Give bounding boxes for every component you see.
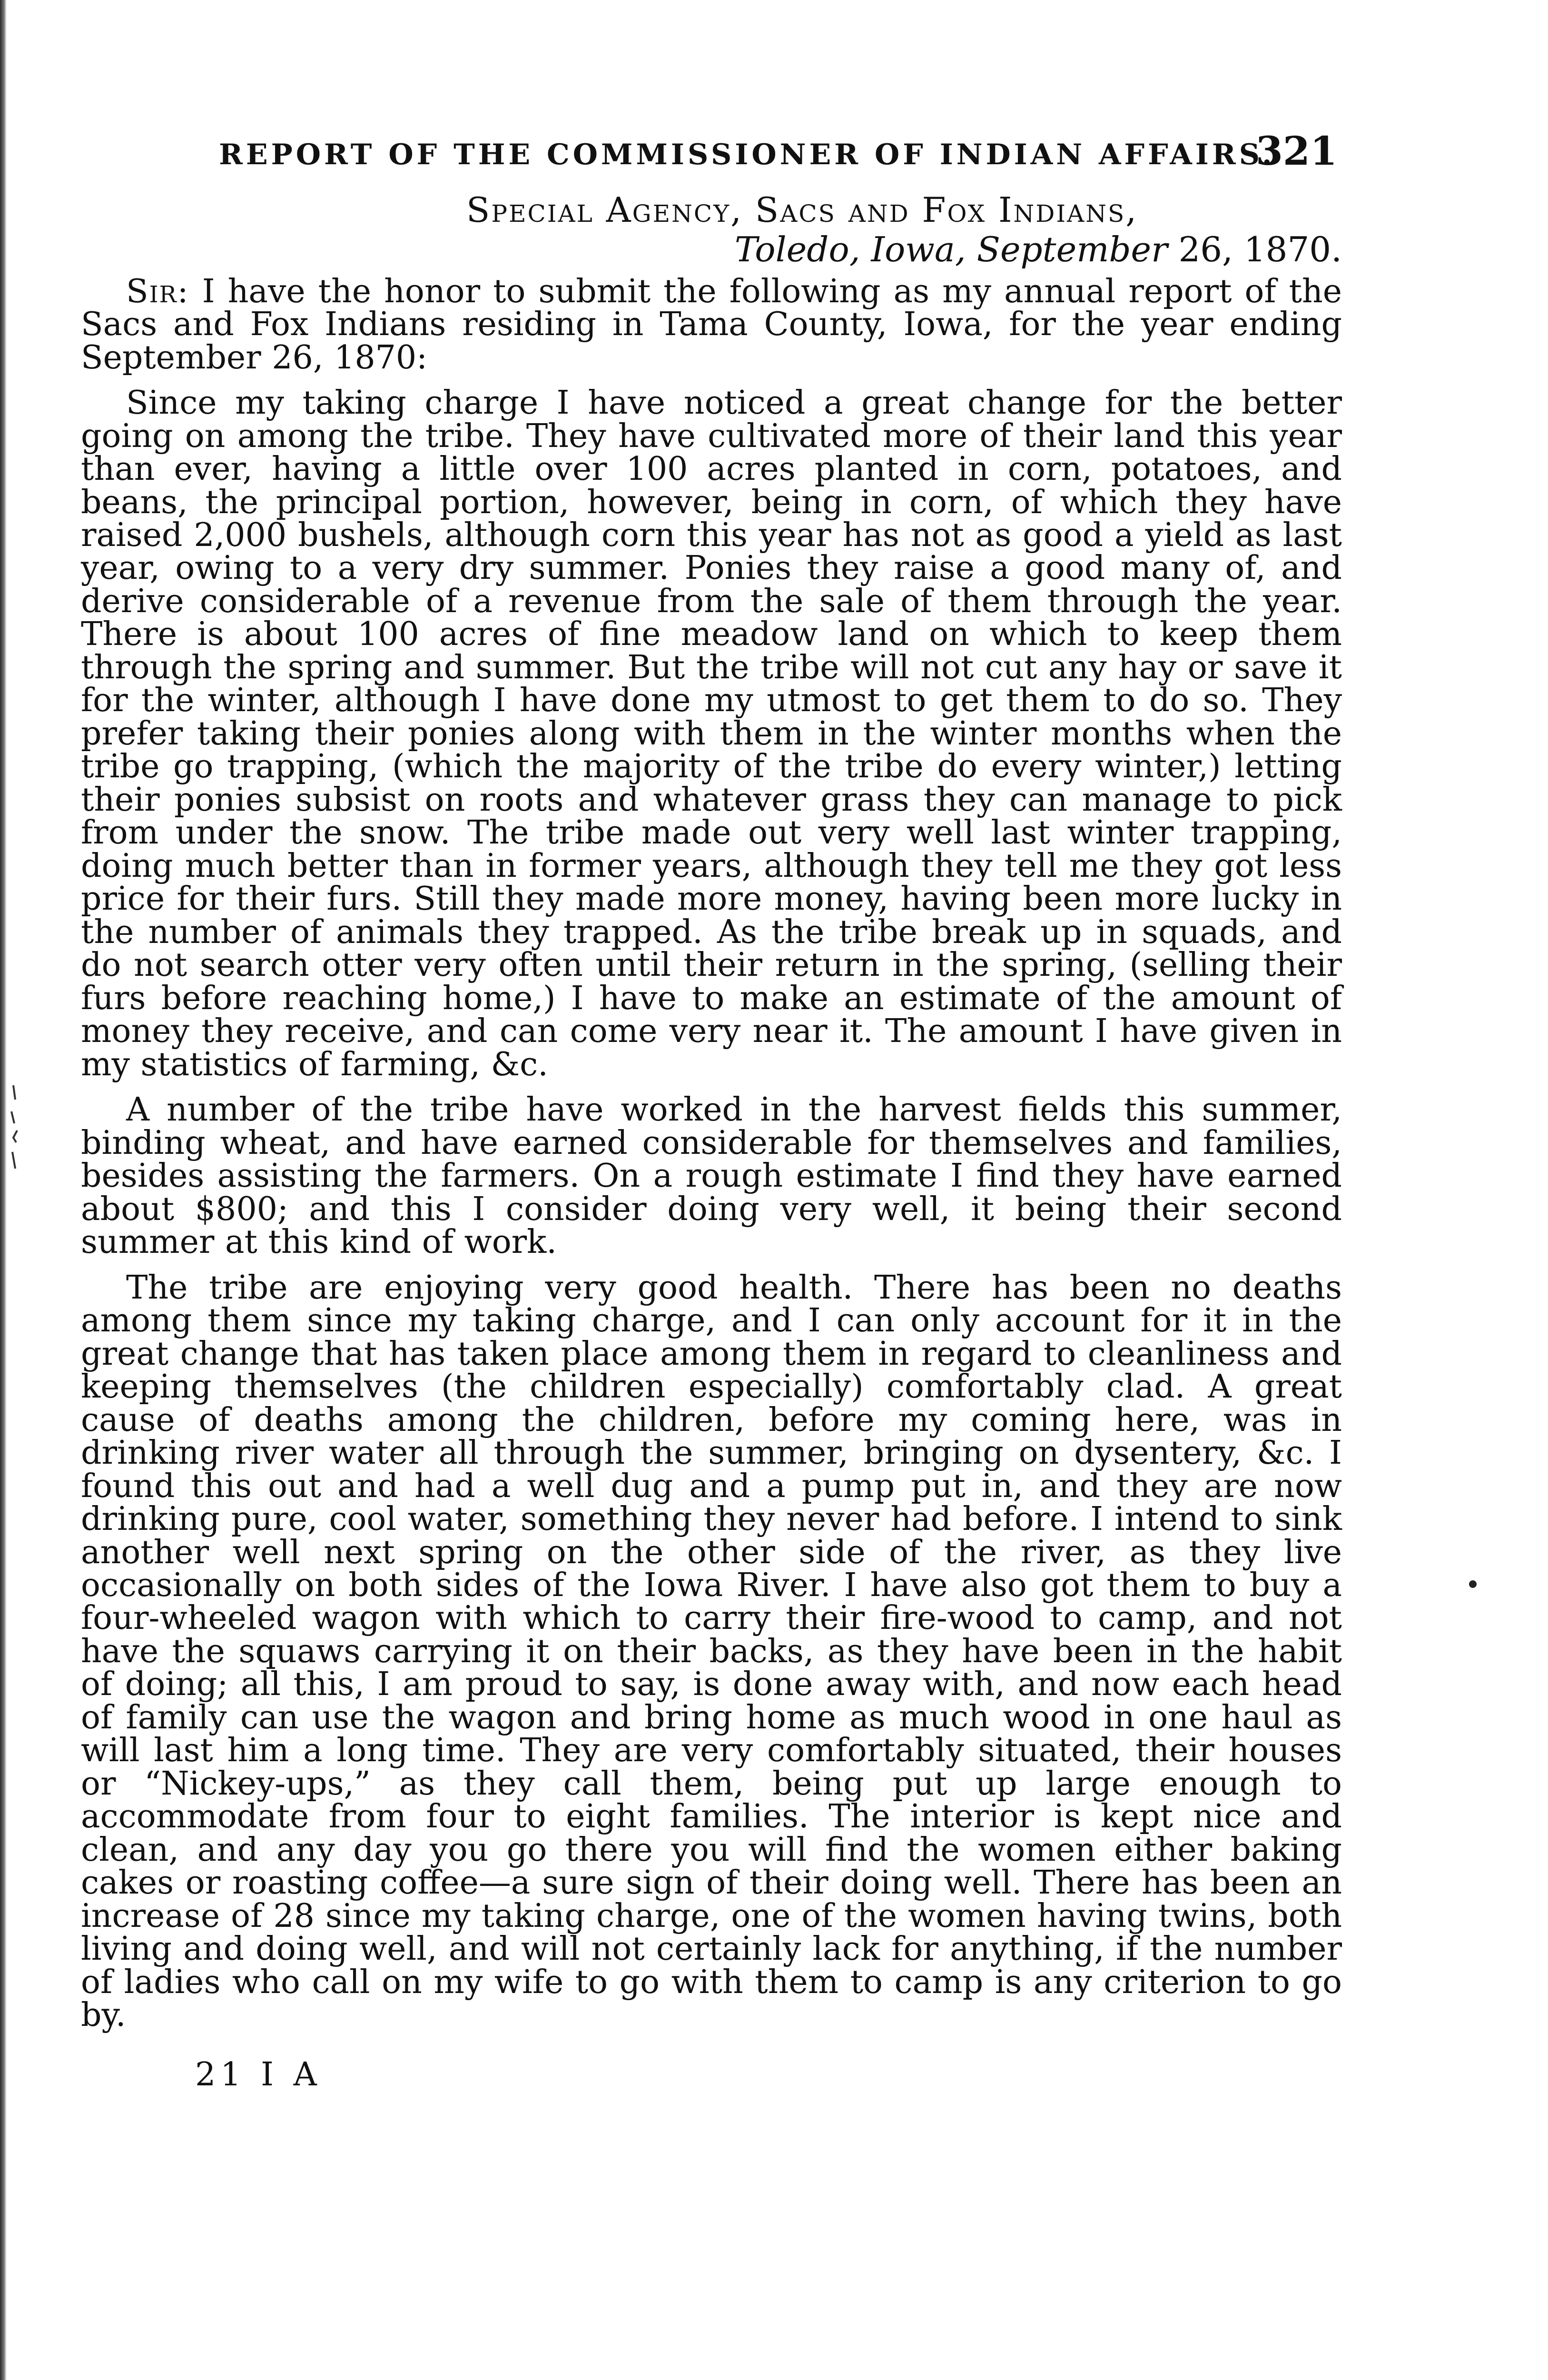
page-number: 321	[1255, 129, 1337, 174]
signature-mark: 21 I A	[195, 2055, 322, 2093]
salutation: Sir:	[126, 272, 189, 310]
paragraph-opening-text: I have the honor to submit the following as my annual report of the Sacs and Fox Indians residing in Tama County, Iowa, for the year ending September 26, 1870:	[81, 272, 1342, 377]
paragraph-health: The tribe are enjoying very good health. There has been no deaths among them since my taking charge, and I can only account for it in the great change that has taken place among them in regard to cleanliness and keeping themselves (the children especially) comfortably clad. A great cause of deaths among the children, before my coming here, was in drinking river water all through the summer, bringing on dysentery, &c. I found this out and had a well dug and a pump put in, and they are now drinking pure, cool water, something they never had before. I intend to sink another well next spring on the other side of the river, as they live occasionally on both sides of the Iowa River. I have also got them to buy a four-wheeled wagon with which to carry their fire-wood to camp, and not have the squaws carrying it on their backs, as they have been in the habit of doing; all this, I am proud to say, is done away with, and now each head of family can use the wagon and bring home as much wood in one haul as will last him a long time. They are very comfortably situated, their houses or “Nickey-ups,” as they call them, being put up large enough to accommodate from four to eight families. The interior is kept nice and clean, and any day you go there you will find the women either baking cakes or roasting coffee—a sure sign of their doing well. There has been an increase of 28 since my taking charge, one of the women having twins, both living and doing well, and will not certainly lack for anything, if the number of ladies who call on my wife to go with them to camp is any criterion to go by.	[81, 1269, 1342, 2034]
paragraph-opening	[81, 272, 1342, 377]
location-date-line	[81, 230, 1342, 269]
running-head	[81, 119, 1342, 190]
date-rest: 26, 1870.	[1178, 229, 1342, 269]
agency-heading: Special Agency, Sacs and Fox Indians,	[466, 190, 1138, 230]
date-month: September	[976, 229, 1168, 269]
page-content	[81, 119, 1342, 2093]
paragraph-farming: Since my taking charge I have noticed a great change for the better going on among the tribe. They have cultivated more of their land this year than ever, having a little over 100 acres planted in corn, potatoes, and beans, the principal portion, however, being in corn, of which they have raised 2,000 bushels, although corn this year has not as good a yield as last year, owing to a very dry summer. Ponies they raise a good many of, and derive considerable of a revenue from the sale of them through the year. There is about 100 acres of fine meadow land on which to keep them through the spring and summer. But the tribe will not cut any hay or save it for the winter, although I have done my utmost to get them to do so. They prefer taking their ponies along with them in the winter months when the tribe go trapping, (which the majority of the tribe do every winter,) letting their ponies subsist on roots and whatever grass they can manage to pick from under the snow. The tribe made out very well last winter trapping, doing much better than in former years, although they tell me they got less price for their furs. Still they made more money, having been more lucky in the number of animals they trapped. As the tribe break up in squads, and do not search otter very often until their return in the spring, (selling their furs before reaching home,) I have to make an estimate of the amount of money they receive, and can come very near it. The amount I have given in my statistics of farming, &c.	[81, 384, 1342, 1083]
paragraph-harvest: A number of the tribe have worked in the harvest fields this summer, binding wheat, and have earned considerable for themselves and families, besides assisting the farmers. On a rough estimate I find they have earned about $800; and this I consider doing very well, it being their second summer at this kind of work.	[81, 1091, 1342, 1261]
scan-edge-left	[0, 0, 7, 2380]
margin-bracket-mark	[9, 1085, 26, 1176]
margin-dot-mark	[1469, 1580, 1477, 1588]
running-title: REPORT OF THE COMMISSIONER OF INDIAN AFFAIRS.	[219, 138, 1275, 171]
location-text: Toledo, Iowa,	[734, 229, 966, 269]
